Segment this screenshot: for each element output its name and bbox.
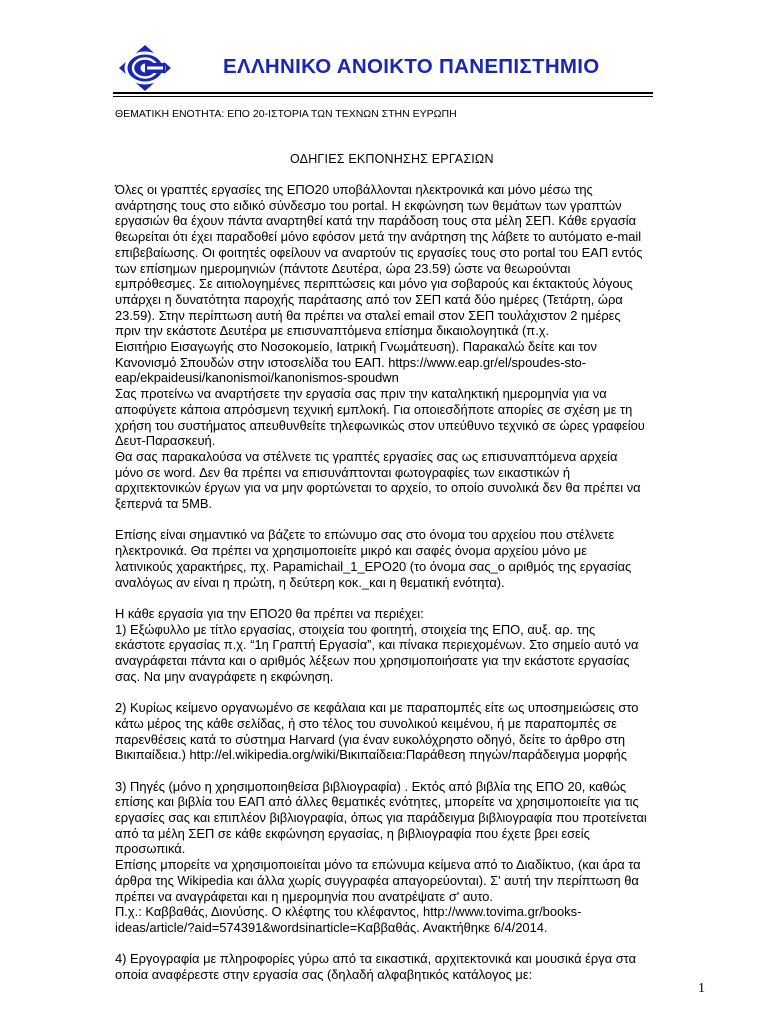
text-line: σας. Να μην αναγράφετε η εκφώνηση. — [115, 668, 334, 684]
module-line: ΘΕΜΑΤΙΚΗ ΕΝΟΤΗΤΑ: ΕΠΟ 20-ΙΣΤΟΡΙΑ ΤΩΝ ΤΕΧΝΩΝ ΣΤΗΝ ΕΥΡΩΠΗ — [115, 108, 457, 120]
text-line: 2) Κυρίως κείμενο οργανωμένο σε κεφάλαια και με παραπομπές είτε ως υποσημειώσεις στο — [115, 700, 639, 716]
text-line: θεωρείται ότι έχει παραδοθεί μόνο εφόσον μετά την ανάρτηση της λάβετε το αυτόματο e-mail — [115, 229, 642, 245]
text-line: αναλόγως αν είναι η πρώτη, η δεύτερη κοκ._και η θεματική ενότητα). — [115, 574, 505, 590]
text-line: 23.59). Στην περίπτωση αυτή θα πρέπει να σταλεί email στον ΣΕΠ τουλάχιστον 2 ημέρες — [115, 307, 621, 323]
text-line: Επίσης μπορείτε να χρησιμοποιείται μόνο τα επώνυμα κείμενα από το Διαδίκτυο, (και άρα τα — [115, 857, 641, 873]
text-line: πριν την εκάστοτε Δευτέρα με επισυναπτόμενα επίσημα δικαιολογητικά (π.χ. — [115, 323, 550, 339]
text-line: 3) Πηγές (μόνο η χρησιμοποιηθείσα βιβλιογραφία) . Εκτός από βιβλία της ΕΠΟ 20, καθώς — [115, 778, 627, 794]
header-rule-thin — [113, 96, 653, 97]
text-line: υπάρχει η δυνατότητα παροχής παράτασης από τον ΣΕΠ κατά δύο ημέρες (Τετάρτη, ώρα — [115, 291, 623, 307]
text-line: Όλες οι γραπτές εργασίες της ΕΠΟ20 υποβάλλονται ηλεκτρονικά και μόνο μέσω της — [115, 182, 593, 197]
document-body — [115, 182, 660, 998]
text-line: από τα μέλη ΣΕΠ σε κάθε εκφώνηση εργασίας, η βιβλιογραφία που έχετε βρει εσείς — [115, 825, 590, 841]
text-line: Δευτ-Παρασκευή. — [115, 433, 216, 449]
text-line: επιβεβαίωσης. Οι φοιτητές οφείλουν να αναρτούν τις εργασίες τους στο portal του ΕΑΠ εντός — [115, 244, 643, 260]
text-line: επίσης και βιβλία του ΕΑΠ από άλλες θεματικές ενότητες, μπορείτε να χρησιμοποιείτε για τις — [115, 794, 639, 810]
header-rule — [113, 92, 653, 94]
text-line: άρθρα της Wikipedia και άλλα χωρίς συγγραφέα απαγορεύονται). Σ' αυτή την περίπτωση θα — [115, 872, 639, 888]
page-number: 1 — [698, 981, 705, 996]
text-line: προσωπικά. — [115, 841, 186, 857]
text-line: οποία αναφέρεστε στην εργασία σας (δηλαδή αλφαβητικός κατάλογος με: — [115, 967, 533, 983]
university-logo-icon — [118, 44, 172, 92]
text-line: ξεπερνά τα 5MB. — [115, 496, 213, 512]
university-name: ΕΛΛΗΝΙΚΟ ΑΝΟΙΚΤΟ ΠΑΝΕΠΙΣΤΗΜΙΟ — [223, 55, 600, 78]
text-line: κάτω μέρος της κάθε σελίδας, ή στο τέλος του συνολικού κειμένου, ή με παραπομπές σε — [115, 715, 617, 731]
document-header — [113, 42, 658, 100]
text-line: ηλεκτρονικά. Θα πρέπει να χρησιμοποιείτε μικρό και σαφές όνομα αρχείου μόνο με — [115, 543, 587, 559]
text-line: Εισιτήριο Εισαγωγής στο Νοσοκομείο, Ιατρική Γνωμάτευση). Παρακαλώ δείτε και τον — [115, 339, 597, 355]
text-line: εργασίες σας και επιπλέον βιβλιογραφία, όπως για παράδειγμα βιβλιογραφία που προτείνεται — [115, 810, 647, 826]
text-line: εργασιών θα έχουν πάντα αναρτηθεί κατά την παράδοση τους στα μέλη ΣΕΠ. Κάθε εργασία — [115, 213, 637, 229]
text-line: παρενθέσεις κατά το σύστημα Harvard (για έναν ευκολόχρηστο οδηγό, δείτε το άρθρο στη — [115, 731, 626, 747]
text-line: μόνο σε word. Δεν θα πρέπει να επισυνάπτονται φωτογραφίες των εικαστικών ή — [115, 464, 571, 480]
text-line: λατινικούς χαρακτήρες, πχ. Papamichail_1_EPO20 (το όνομα σας_ο αριθμός της εργασίας — [115, 558, 632, 574]
text-line: eap/ekpaideusi/kanonismoi/kanonismos-spoudwn — [115, 370, 399, 386]
paragraph — [115, 951, 660, 982]
text-line: ανάρτησης τους στο ειδικό σύνδεσμο του portal. Η εκφώνηση των θεμάτων των γραπτών — [115, 197, 622, 213]
text-line: αναγράφεται πάντα και ο αριθμός λέξεων που χρησιμοποιήσατε για την εκάστοτε εργασίας — [115, 653, 630, 669]
text-line: Θα σας παρακαλούσα να στέλνετε τις γραπτές εργασίες σας ως επισυναπτόμενα αρχεία — [115, 448, 618, 464]
text-line: Βικιπαίδεια.) http://el.wikipedia.org/wiki/Βικιπαίδεια:Παράθεση πηγών/παράδειγμα μορφής — [115, 747, 627, 763]
paragraph — [115, 527, 660, 590]
text-line: 4) Εργογραφία με πληροφορίες γύρω από τα εικαστικά, αρχιτεκτονικά και μουσικά έργα στα — [115, 951, 637, 967]
text-line: Επίσης είναι σημαντικό να βάζετε το επώνυμο σας στο όνομα του αρχείου που στέλνετε — [115, 527, 615, 543]
text-line: εκάστοτε εργασίας π.χ. “1η Γραπτή Εργασία”, και πίνακα περιεχομένων. Στο σημείο αυτό να — [115, 637, 639, 653]
text-line: Κανονισμό Σπουδών στην ιστοσελίδα του ΕΑΠ. https://www.eap.gr/el/spoudes-sto- — [115, 354, 586, 370]
text-line: χρήση του συστήματος απευθυνθείτε τηλεφωνικώς στον υπεύθυνο τεχνικό σε ώρες γραφείου — [115, 417, 645, 433]
paragraph — [115, 700, 660, 763]
paragraph — [115, 182, 660, 512]
text-line: Π.χ.: Καββαθάς, Διονύσης. Ο κλέφτης του κλέφαντος, http://www.tovima.gr/books- — [115, 904, 582, 920]
paragraph — [115, 779, 660, 936]
text-line: ideas/article/?aid=574391&wordsinarticle=Καββαθάς. Ανακτήθηκε 6/4/2014. — [115, 919, 548, 935]
text-line: αρχιτεκτονικών έργων για να μην φορτώνεται το αρχείο, το οποίο συνολικά δεν θα πρέπει να — [115, 480, 641, 496]
text-line: αποφύγετε κάποια απρόσμενη τεχνική εμπλοκή. Για οποιεσδήποτε απορίες σε σχέση με τη — [115, 401, 633, 417]
text-line: εμπρόθεσμες. Σε αιτιολογημένες περιπτώσεις και μόνο για σοβαρούς και έκτακτούς λόγους — [115, 276, 633, 292]
text-line: Η κάθε εργασία για την ΕΠΟ20 θα πρέπει να περιέχει: — [115, 605, 424, 621]
text-line: Σας προτείνω να αναρτήσετε την εργασία σας πριν την καταληκτική ημερομηνία για να — [115, 386, 607, 402]
text-line: των επίσημων ημερομηνιών (πάντοτε Δευτέρα, ώρα 23.59) ώστε να θεωρούνται — [115, 260, 571, 276]
text-line: πρέπει να αναγράφεται και η ημερομηνία που ανατρέψατε σ' αυτο. — [115, 888, 494, 904]
document-title: ΟΔΗΓΙΕΣ ΕΚΠΟΝΗΣΗΣ ΕΡΓΑΣΙΩΝ — [290, 152, 494, 166]
paragraph — [115, 606, 660, 685]
text-line: 1) Εξώφυλλο με τίτλο εργασίας, στοιχεία του φοιτητή, στοιχεία της ΕΠΟ, αυξ. αρ. της — [115, 621, 596, 637]
